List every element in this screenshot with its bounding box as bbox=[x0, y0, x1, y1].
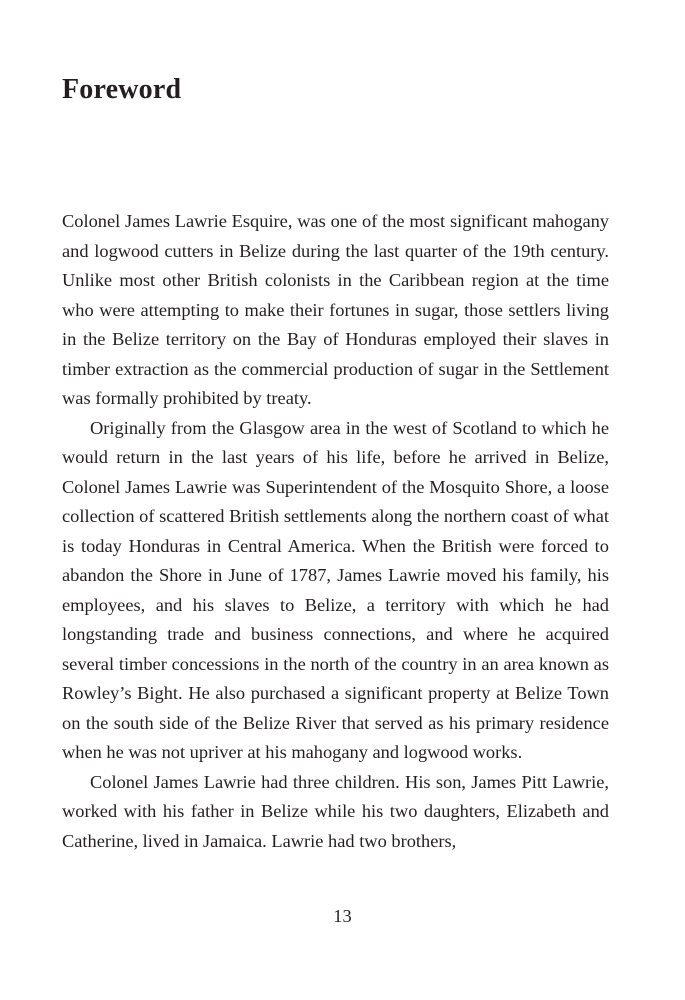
chapter-heading: Foreword bbox=[62, 74, 182, 105]
page-number: 13 bbox=[333, 906, 352, 926]
paragraph: Originally from the Glasgow area in the west of Scotland to which he would return in the last years of his life, before he arrived in Belize, Colonel James Lawrie was Superintendent of the Mosquito Shore, a loose collection of scattered British settlements along the northern coast of what is today Honduras in Central America. When the British were forced to abandon the Shore in June of 1787, James Lawrie moved his family, his employees, and his slaves to Belize, a territory with which he had longstanding trade and business connections, and where he acquired several timber concessions in the north of the country in an area known as Rowley’s Bight. He also purchased a significant property at Belize Town on the south side of the Belize River that served as his primary residence when he was not upriver at his mahogany and logwood works. bbox=[62, 417, 609, 762]
paragraph: Colonel James Lawrie Esquire, was one of the most significant mahogany and logwood cutters in Belize during the last quarter of the 19th century. Unlike most other British colonists in the Caribbean region at the time who were attempting to make their fortunes in sugar, those settlers living in the Belize territory on the Bay of Honduras employed their slaves in timber extraction as the commercial production of sugar in the Settlement was formally prohibited by treaty. bbox=[62, 211, 609, 408]
paragraph: Colonel James Lawrie had three children. His son, James Pitt Lawrie, worked with his father in Belize while his two daughters, Elizabeth and Catherine, lived in Jamaica. Lawrie had two brothers, bbox=[62, 771, 609, 851]
body-text bbox=[62, 207, 609, 856]
